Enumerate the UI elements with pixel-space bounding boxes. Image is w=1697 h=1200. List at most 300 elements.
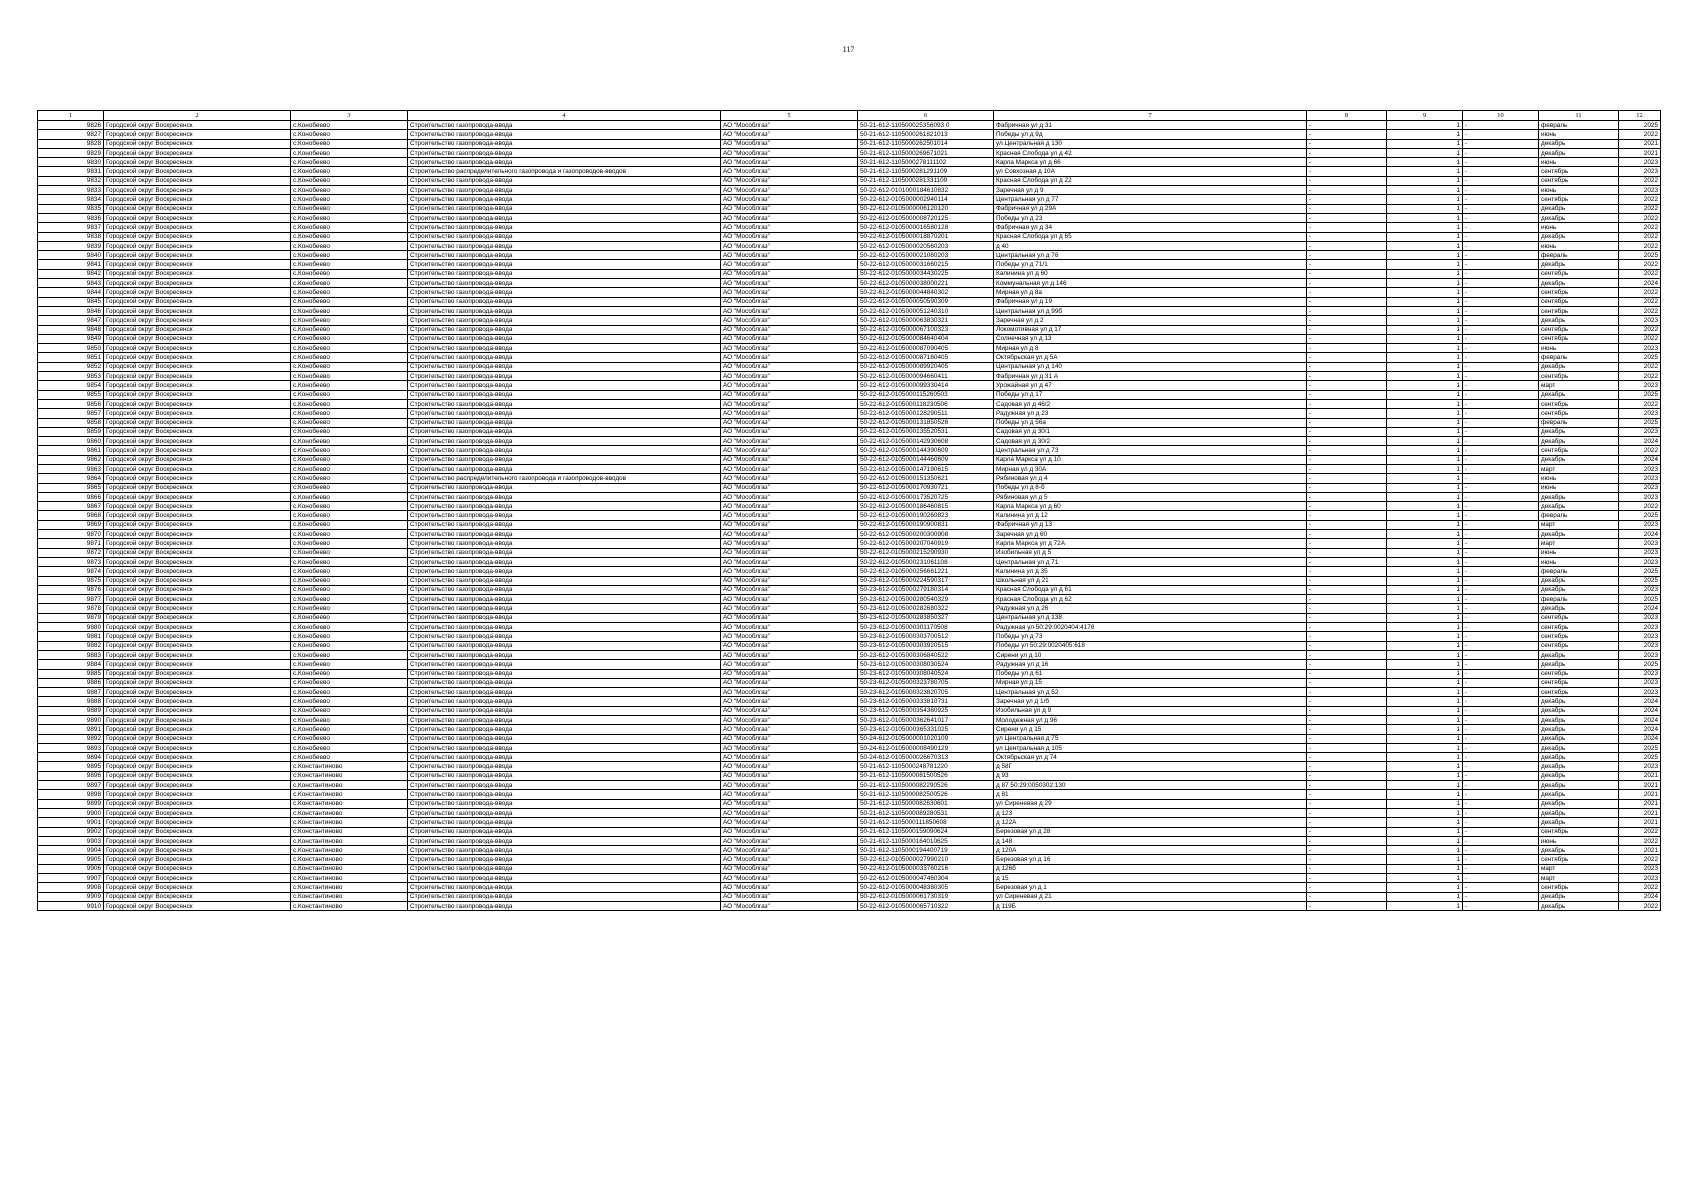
column-header-6: 6: [858, 111, 994, 121]
address-cell: Березовая ул д 16: [994, 855, 1307, 864]
address-cell: Березовая ул д 28: [994, 827, 1307, 836]
address-cell: Фабричная ул д 31: [994, 121, 1307, 130]
table-row: [38, 743, 1661, 752]
month-cell: март: [1539, 520, 1619, 529]
col-8-value-cell: -: [1307, 334, 1387, 343]
work-type-cell: Строительство газопровода-ввода: [408, 688, 721, 697]
table-row: [38, 576, 1661, 585]
locality-cell: с.Конобеево: [291, 539, 408, 548]
row-number-cell: 9897: [38, 781, 104, 790]
table-row: [38, 790, 1661, 799]
col-8-value-cell: -: [1307, 781, 1387, 790]
organization-cell: АО "Мособлгаз": [721, 520, 858, 529]
locality-cell: с.Конобеево: [291, 483, 408, 492]
address-cell: Березовая ул д 1: [994, 883, 1307, 892]
count-cell: 1: [1387, 241, 1463, 250]
table-row: [38, 604, 1661, 613]
application-number-cell: 50-22-612-0105000135520531: [858, 427, 994, 436]
district-cell: Городской округ Воскресенск: [104, 474, 291, 483]
locality-cell: с.Конобеево: [291, 492, 408, 501]
row-number-cell: 9891: [38, 725, 104, 734]
month-cell: декабрь: [1539, 660, 1619, 669]
count-cell: 1: [1387, 279, 1463, 288]
col-10-value-cell: -: [1463, 781, 1539, 790]
application-number-cell: 50-22-612-0105000065710322: [858, 901, 994, 910]
work-type-cell: Строительство газопровода-ввода: [408, 743, 721, 752]
month-cell: сентябрь: [1539, 688, 1619, 697]
district-cell: Городской округ Воскресенск: [104, 483, 291, 492]
col-10-value-cell: -: [1463, 520, 1539, 529]
col-10-value-cell: -: [1463, 130, 1539, 139]
col-8-value-cell: -: [1307, 511, 1387, 520]
year-cell: 2025: [1619, 511, 1661, 520]
table-row: [38, 734, 1661, 743]
month-cell: февраль: [1539, 418, 1619, 427]
year-cell: 2025: [1619, 390, 1661, 399]
application-number-cell: 50-22-612-0105000067100323: [858, 325, 994, 334]
row-number-cell: 9853: [38, 372, 104, 381]
count-cell: 1: [1387, 725, 1463, 734]
col-10-value-cell: -: [1463, 251, 1539, 260]
count-cell: 1: [1387, 306, 1463, 315]
application-number-cell: 50-22-612-0105000170930721: [858, 483, 994, 492]
year-cell: 2023: [1619, 539, 1661, 548]
district-cell: Городской округ Воскресенск: [104, 836, 291, 845]
table-row: [38, 464, 1661, 473]
count-cell: 1: [1387, 502, 1463, 511]
locality-cell: с.Константиново: [291, 846, 408, 855]
locality-cell: с.Конобеево: [291, 195, 408, 204]
work-type-cell: Строительство газопровода-ввода: [408, 818, 721, 827]
col-8-value-cell: -: [1307, 818, 1387, 827]
locality-cell: с.Конобеево: [291, 660, 408, 669]
district-cell: Городской округ Воскресенск: [104, 409, 291, 418]
row-number-cell: 9843: [38, 279, 104, 288]
year-cell: 2024: [1619, 279, 1661, 288]
locality-cell: с.Конобеево: [291, 641, 408, 650]
district-cell: Городской округ Воскресенск: [104, 632, 291, 641]
locality-cell: с.Конобеево: [291, 437, 408, 446]
year-cell: 2022: [1619, 297, 1661, 306]
application-number-cell: 50-22-612-0105000063830321: [858, 316, 994, 325]
organization-cell: АО "Мособлгаз": [721, 130, 858, 139]
organization-cell: АО "Мособлгаз": [721, 121, 858, 130]
address-cell: ул Сиреневая д 29: [994, 799, 1307, 808]
locality-cell: с.Константиново: [291, 836, 408, 845]
year-cell: 2022: [1619, 446, 1661, 455]
application-number-cell: 50-22-612-0105000016580128: [858, 223, 994, 232]
row-number-cell: 9900: [38, 808, 104, 817]
col-8-value-cell: -: [1307, 585, 1387, 594]
col-10-value-cell: -: [1463, 688, 1539, 697]
organization-cell: АО "Мособлгаз": [721, 901, 858, 910]
year-cell: 2023: [1619, 650, 1661, 659]
work-type-cell: Строительство газопровода-ввода: [408, 241, 721, 250]
address-cell: д 122А: [994, 818, 1307, 827]
work-type-cell: Строительство газопровода-ввода: [408, 864, 721, 873]
month-cell: декабрь: [1539, 650, 1619, 659]
work-type-cell: Строительство газопровода-ввода: [408, 427, 721, 436]
district-cell: Городской округ Воскресенск: [104, 901, 291, 910]
district-cell: Городской округ Воскресенск: [104, 455, 291, 464]
locality-cell: с.Конобеево: [291, 557, 408, 566]
address-cell: Рябиновая ул д 4: [994, 474, 1307, 483]
district-cell: Городской округ Воскресенск: [104, 799, 291, 808]
table-row: [38, 148, 1661, 157]
row-number-cell: 9833: [38, 186, 104, 195]
application-number-cell: 50-22-612-0105000044840302: [858, 288, 994, 297]
count-cell: 1: [1387, 121, 1463, 130]
col-8-value-cell: -: [1307, 836, 1387, 845]
col-8-value-cell: -: [1307, 148, 1387, 157]
year-cell: 2024: [1619, 734, 1661, 743]
col-8-value-cell: -: [1307, 799, 1387, 808]
count-cell: 1: [1387, 706, 1463, 715]
application-number-cell: 50-22-612-0105000131850526: [858, 418, 994, 427]
year-cell: 2025: [1619, 576, 1661, 585]
row-number-cell: 9889: [38, 706, 104, 715]
col-8-value-cell: -: [1307, 381, 1387, 390]
work-type-cell: Строительство газопровода-ввода: [408, 139, 721, 148]
locality-cell: с.Конобеево: [291, 399, 408, 408]
district-cell: Городской округ Воскресенск: [104, 502, 291, 511]
table-row: [38, 325, 1661, 334]
address-cell: Фабричная ул д 29А: [994, 204, 1307, 213]
row-number-cell: 9847: [38, 316, 104, 325]
application-number-cell: 50-23-612-0105000303700512: [858, 632, 994, 641]
application-number-cell: 50-22-612-0105000207040919: [858, 539, 994, 548]
row-number-cell: 9872: [38, 548, 104, 557]
work-type-cell: Строительство газопровода-ввода: [408, 176, 721, 185]
col-10-value-cell: -: [1463, 269, 1539, 278]
table-row: [38, 623, 1661, 632]
application-number-cell: 50-23-612-0105000308030524: [858, 660, 994, 669]
district-cell: Городской округ Воскресенск: [104, 827, 291, 836]
district-cell: Городской округ Воскресенск: [104, 576, 291, 585]
application-number-cell: 50-22-612-0105000050590309: [858, 297, 994, 306]
application-number-cell: 50-21-612-1105000269671021: [858, 148, 994, 157]
locality-cell: с.Конобеево: [291, 669, 408, 678]
organization-cell: АО "Мособлгаз": [721, 139, 858, 148]
count-cell: 1: [1387, 204, 1463, 213]
col-10-value-cell: -: [1463, 325, 1539, 334]
count-cell: 1: [1387, 381, 1463, 390]
row-number-cell: 9827: [38, 130, 104, 139]
count-cell: 1: [1387, 390, 1463, 399]
address-cell: Октябрьская ул д 74: [994, 753, 1307, 762]
district-cell: Городской округ Воскресенск: [104, 604, 291, 613]
col-8-value-cell: -: [1307, 353, 1387, 362]
locality-cell: с.Конобеево: [291, 148, 408, 157]
address-cell: д 126б: [994, 864, 1307, 873]
col-10-value-cell: -: [1463, 762, 1539, 771]
month-cell: декабрь: [1539, 818, 1619, 827]
year-cell: 2022: [1619, 827, 1661, 836]
work-type-cell: Строительство газопровода-ввода: [408, 213, 721, 222]
month-cell: декабрь: [1539, 781, 1619, 790]
col-8-value-cell: -: [1307, 901, 1387, 910]
address-cell: Центральная ул д 140: [994, 362, 1307, 371]
work-type-cell: Строительство газопровода-ввода: [408, 883, 721, 892]
count-cell: 1: [1387, 223, 1463, 232]
address-cell: ул Центральная д 130: [994, 139, 1307, 148]
year-cell: 2025: [1619, 753, 1661, 762]
address-cell: Красная Слобода ул д 42: [994, 148, 1307, 157]
work-type-cell: Строительство газопровода-ввода: [408, 158, 721, 167]
table-row: [38, 781, 1661, 790]
table-row: [38, 818, 1661, 827]
row-number-cell: 9841: [38, 260, 104, 269]
table-row: [38, 511, 1661, 520]
locality-cell: с.Конобеево: [291, 706, 408, 715]
application-number-cell: 50-22-612-0105000118230506: [858, 399, 994, 408]
col-10-value-cell: -: [1463, 799, 1539, 808]
work-type-cell: Строительство газопровода-ввода: [408, 595, 721, 604]
district-cell: Городской округ Воскресенск: [104, 306, 291, 315]
table-row: [38, 232, 1661, 241]
col-8-value-cell: -: [1307, 437, 1387, 446]
locality-cell: с.Конобеево: [291, 474, 408, 483]
table-row: [38, 771, 1661, 780]
district-cell: Городской округ Воскресенск: [104, 892, 291, 901]
application-number-cell: 50-22-612-0105000034430225: [858, 269, 994, 278]
organization-cell: АО "Мособлгаз": [721, 390, 858, 399]
application-number-cell: 50-23-612-0105000306840522: [858, 650, 994, 659]
year-cell: 2024: [1619, 604, 1661, 613]
organization-cell: АО "Мособлгаз": [721, 418, 858, 427]
column-header-2: 2: [104, 111, 291, 121]
column-header-1: 1: [38, 111, 104, 121]
district-cell: Городской округ Воскресенск: [104, 864, 291, 873]
application-number-cell: 50-22-612-0105000173520725: [858, 492, 994, 501]
address-cell: Центральная ул д 138: [994, 613, 1307, 622]
count-cell: 1: [1387, 195, 1463, 204]
work-type-cell: Строительство газопровода-ввода: [408, 492, 721, 501]
locality-cell: с.Конобеево: [291, 427, 408, 436]
row-number-cell: 9861: [38, 446, 104, 455]
month-cell: декабрь: [1539, 455, 1619, 464]
organization-cell: АО "Мособлгаз": [721, 186, 858, 195]
locality-cell: с.Конобеево: [291, 167, 408, 176]
locality-cell: с.Конобеево: [291, 186, 408, 195]
application-number-cell: 50-22-612-0101000184610832: [858, 186, 994, 195]
col-8-value-cell: -: [1307, 176, 1387, 185]
application-number-cell: 50-22-612-0105000084640404: [858, 334, 994, 343]
work-type-cell: Строительство газопровода-ввода: [408, 753, 721, 762]
row-number-cell: 9899: [38, 799, 104, 808]
address-cell: Карла Маркса ул д 10: [994, 455, 1307, 464]
application-number-cell: 50-23-612-0105000323820705: [858, 688, 994, 697]
district-cell: Городской округ Воскресенск: [104, 697, 291, 706]
row-number-cell: 9836: [38, 213, 104, 222]
work-type-cell: Строительство газопровода-ввода: [408, 650, 721, 659]
district-cell: Городской округ Воскресенск: [104, 557, 291, 566]
work-type-cell: Строительство газопровода-ввода: [408, 223, 721, 232]
col-10-value-cell: -: [1463, 595, 1539, 604]
locality-cell: с.Конобеево: [291, 409, 408, 418]
work-type-cell: Строительство газопровода-ввода: [408, 372, 721, 381]
district-cell: Городской округ Воскресенск: [104, 623, 291, 632]
organization-cell: АО "Мособлгаз": [721, 427, 858, 436]
locality-cell: с.Конобеево: [291, 455, 408, 464]
address-cell: Центральная ул д 71: [994, 557, 1307, 566]
month-cell: декабрь: [1539, 390, 1619, 399]
col-10-value-cell: -: [1463, 213, 1539, 222]
application-number-cell: 50-22-612-0105000018870201: [858, 232, 994, 241]
address-cell: Красная Слобода ул д 62: [994, 595, 1307, 604]
row-number-cell: 9862: [38, 455, 104, 464]
row-number-cell: 9837: [38, 223, 104, 232]
district-cell: Городской округ Воскресенск: [104, 251, 291, 260]
year-cell: 2021: [1619, 799, 1661, 808]
work-type-cell: Строительство газопровода-ввода: [408, 390, 721, 399]
year-cell: 2023: [1619, 688, 1661, 697]
application-number-cell: 50-21-612-1105000281291109: [858, 167, 994, 176]
row-number-cell: 9885: [38, 669, 104, 678]
address-cell: Фабричная ул д 31 А: [994, 372, 1307, 381]
table-row: [38, 836, 1661, 845]
application-number-cell: 50-23-612-0105000279180314: [858, 585, 994, 594]
address-cell: Заречная ул д 1/б: [994, 697, 1307, 706]
table-row: [38, 678, 1661, 687]
work-type-cell: Строительство газопровода-ввода: [408, 279, 721, 288]
month-cell: декабрь: [1539, 846, 1619, 855]
work-type-cell: Строительство газопровода-ввода: [408, 697, 721, 706]
work-type-cell: Строительство газопровода-ввода: [408, 706, 721, 715]
col-10-value-cell: -: [1463, 623, 1539, 632]
locality-cell: с.Конобеево: [291, 232, 408, 241]
year-cell: 2023: [1619, 381, 1661, 390]
col-10-value-cell: -: [1463, 204, 1539, 213]
col-10-value-cell: -: [1463, 464, 1539, 473]
month-cell: декабрь: [1539, 901, 1619, 910]
row-number-cell: 9869: [38, 520, 104, 529]
month-cell: декабрь: [1539, 148, 1619, 157]
col-10-value-cell: -: [1463, 818, 1539, 827]
count-cell: 1: [1387, 846, 1463, 855]
table-row: [38, 455, 1661, 464]
organization-cell: АО "Мособлгаз": [721, 158, 858, 167]
table-row: [38, 297, 1661, 306]
month-cell: сентябрь: [1539, 176, 1619, 185]
col-8-value-cell: -: [1307, 260, 1387, 269]
table-row: [38, 399, 1661, 408]
address-cell: д 81: [994, 790, 1307, 799]
organization-cell: АО "Мособлгаз": [721, 836, 858, 845]
row-number-cell: 9828: [38, 139, 104, 148]
month-cell: декабрь: [1539, 316, 1619, 325]
month-cell: декабрь: [1539, 213, 1619, 222]
col-10-value-cell: -: [1463, 139, 1539, 148]
locality-cell: с.Конобеево: [291, 585, 408, 594]
col-8-value-cell: -: [1307, 399, 1387, 408]
district-cell: Городской округ Воскресенск: [104, 158, 291, 167]
application-number-cell: 50-23-612-0105000224590317: [858, 576, 994, 585]
count-cell: 1: [1387, 697, 1463, 706]
col-10-value-cell: -: [1463, 530, 1539, 539]
locality-cell: с.Конобеево: [291, 530, 408, 539]
col-10-value-cell: -: [1463, 632, 1539, 641]
table-body: [38, 121, 1661, 911]
work-type-cell: Строительство газопровода-ввода: [408, 334, 721, 343]
col-8-value-cell: -: [1307, 650, 1387, 659]
organization-cell: АО "Мособлгаз": [721, 846, 858, 855]
month-cell: июнь: [1539, 223, 1619, 232]
month-cell: сентябрь: [1539, 855, 1619, 864]
col-8-value-cell: -: [1307, 762, 1387, 771]
col-10-value-cell: -: [1463, 706, 1539, 715]
work-type-cell: Строительство газопровода-ввода: [408, 530, 721, 539]
row-number-cell: 9906: [38, 864, 104, 873]
row-number-cell: 9883: [38, 650, 104, 659]
work-type-cell: Строительство газопровода-ввода: [408, 148, 721, 157]
address-cell: Молодежная ул д 96: [994, 716, 1307, 725]
year-cell: 2023: [1619, 678, 1661, 687]
address-cell: Карла Маркса ул д 66: [994, 158, 1307, 167]
table-row: [38, 799, 1661, 808]
count-cell: 1: [1387, 344, 1463, 353]
year-cell: 2024: [1619, 725, 1661, 734]
work-type-cell: Строительство газопровода-ввода: [408, 260, 721, 269]
table-row: [38, 418, 1661, 427]
district-cell: Городской округ Воскресенск: [104, 446, 291, 455]
address-cell: Победы ул д 17: [994, 390, 1307, 399]
row-number-cell: 9896: [38, 771, 104, 780]
table-row: [38, 520, 1661, 529]
application-number-cell: 50-22-612-0105000008720125: [858, 213, 994, 222]
col-8-value-cell: -: [1307, 557, 1387, 566]
col-8-value-cell: -: [1307, 883, 1387, 892]
month-cell: декабрь: [1539, 716, 1619, 725]
address-cell: Рябиновая ул д 5: [994, 492, 1307, 501]
col-8-value-cell: -: [1307, 613, 1387, 622]
col-10-value-cell: -: [1463, 437, 1539, 446]
year-cell: 2024: [1619, 437, 1661, 446]
work-type-cell: Строительство газопровода-ввода: [408, 306, 721, 315]
organization-cell: АО "Мособлгаз": [721, 892, 858, 901]
month-cell: февраль: [1539, 595, 1619, 604]
month-cell: сентябрь: [1539, 446, 1619, 455]
address-cell: ул Центральная д 105: [994, 743, 1307, 752]
year-cell: 2025: [1619, 353, 1661, 362]
table-row: [38, 901, 1661, 910]
application-number-cell: 50-22-612-0105000021060203: [858, 251, 994, 260]
column-header-4: 4: [408, 111, 721, 121]
month-cell: декабрь: [1539, 808, 1619, 817]
col-10-value-cell: -: [1463, 399, 1539, 408]
organization-cell: АО "Мособлгаз": [721, 353, 858, 362]
work-type-cell: Строительство газопровода-ввода: [408, 678, 721, 687]
address-cell: ул Сиреневая д 21: [994, 892, 1307, 901]
table-row: [38, 362, 1661, 371]
locality-cell: с.Конобеево: [291, 511, 408, 520]
col-8-value-cell: -: [1307, 390, 1387, 399]
count-cell: 1: [1387, 641, 1463, 650]
locality-cell: с.Конобеево: [291, 223, 408, 232]
address-cell: Победы ул д 61: [994, 669, 1307, 678]
table-row: [38, 288, 1661, 297]
table-row: [38, 372, 1661, 381]
locality-cell: с.Конобеево: [291, 520, 408, 529]
organization-cell: АО "Мособлгаз": [721, 613, 858, 622]
count-cell: 1: [1387, 409, 1463, 418]
col-8-value-cell: -: [1307, 195, 1387, 204]
district-cell: Городской округ Воскресенск: [104, 381, 291, 390]
organization-cell: АО "Мособлгаз": [721, 232, 858, 241]
col-8-value-cell: -: [1307, 297, 1387, 306]
row-number-cell: 9842: [38, 269, 104, 278]
column-header-10: 10: [1463, 111, 1539, 121]
